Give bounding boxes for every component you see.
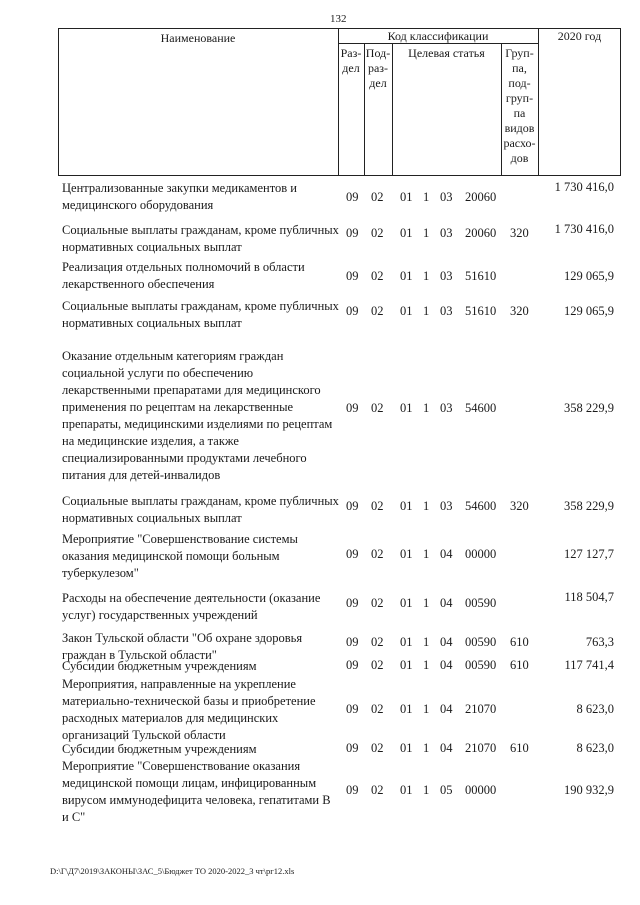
row-target-1: 01 [400, 702, 413, 716]
row-podrazdel: 02 [371, 635, 384, 649]
table-row [0, 222, 640, 258]
row-target-4: 51610 [465, 269, 497, 283]
row-target-2: 1 [423, 269, 430, 283]
row-target-2: 1 [423, 401, 430, 415]
row-target-2: 1 [423, 658, 430, 672]
row-target-2: 1 [423, 304, 430, 318]
row-target-4: 00590 [465, 658, 497, 672]
row-target-3: 03 [440, 499, 453, 513]
page-number: 132 [330, 13, 347, 25]
row-razdel: 09 [346, 596, 359, 610]
row-name: Мероприятие "Совершенствование оказания медицинской помощи лицам, инфицированным вирусом иммунодефицита человека, гепатитами В и С" [62, 759, 331, 824]
row-target-4: 54600 [465, 401, 497, 415]
header-podrazdel: Под- раз- дел [365, 46, 391, 90]
row-vid: 610 [510, 635, 529, 649]
row-name: Социальные выплаты гражданам, кроме публичных нормативных социальных выплат [62, 494, 339, 525]
table-row [0, 741, 640, 759]
row-target-3: 04 [440, 635, 453, 649]
row-amount: 129 065,9 [564, 304, 614, 318]
row-amount: 129 065,9 [564, 269, 614, 283]
row-target-1: 01 [400, 401, 413, 415]
row-target-2: 1 [423, 635, 430, 649]
row-vid: 610 [510, 741, 529, 755]
row-amount: 1 730 416,0 [554, 222, 614, 236]
row-target-2: 1 [423, 596, 430, 610]
header-name: Наименование [160, 31, 236, 45]
table-row [0, 298, 640, 334]
row-name: Субсидии бюджетным учреждениям [62, 742, 257, 756]
row-target-4: 21070 [465, 702, 497, 716]
row-name: Закон Тульской области "Об охране здоровья граждан в Тульской области" [62, 631, 303, 662]
row-target-4: 00000 [465, 783, 497, 797]
row-target-4: 20060 [465, 190, 497, 204]
row-target-3: 03 [440, 304, 453, 318]
row-amount: 190 932,9 [564, 783, 614, 797]
row-vid: 610 [510, 658, 529, 672]
header-vid: Груп- па, под- груп- па видов расхо- дов [503, 46, 536, 165]
row-target-3: 03 [440, 269, 453, 283]
row-amount: 358 229,9 [564, 401, 614, 415]
row-target-3: 03 [440, 401, 453, 415]
row-name: Социальные выплаты гражданам, кроме публичных нормативных социальных выплат [62, 223, 339, 254]
header-year: 2020 год [557, 29, 602, 43]
row-target-3: 04 [440, 658, 453, 672]
row-target-1: 01 [400, 547, 413, 561]
row-razdel: 09 [346, 401, 359, 415]
row-target-3: 03 [440, 190, 453, 204]
table-row [0, 658, 640, 676]
row-podrazdel: 02 [371, 547, 384, 561]
row-name: Централизованные закупки медикаментов и медицинского оборудования [62, 181, 297, 212]
row-target-3: 04 [440, 596, 453, 610]
row-podrazdel: 02 [371, 304, 384, 318]
row-name: Оказание отдельным категориям граждан социальной услуги по обеспечению лекарственными препаратами для медицинского применения по рецептам на лекарственные препараты, медицинскими изделиями по рецептам на медицинские изделия, а также специализированными продуктами лечебного питания для детей-инвалидов [62, 349, 333, 482]
row-target-4: 00590 [465, 596, 497, 610]
row-razdel: 09 [346, 635, 359, 649]
row-amount: 8 623,0 [576, 702, 614, 716]
row-target-1: 01 [400, 499, 413, 513]
table-header [58, 28, 621, 176]
row-podrazdel: 02 [371, 658, 384, 672]
row-name: Субсидии бюджетным учреждениям [62, 659, 257, 673]
row-target-3: 05 [440, 783, 453, 797]
row-podrazdel: 02 [371, 401, 384, 415]
row-target-1: 01 [400, 596, 413, 610]
row-target-1: 01 [400, 304, 413, 318]
row-amount: 127 127,7 [564, 547, 614, 561]
table-row [0, 590, 640, 626]
row-target-1: 01 [400, 269, 413, 283]
row-razdel: 09 [346, 499, 359, 513]
table-row [0, 531, 640, 585]
table-row [0, 758, 640, 826]
row-razdel: 09 [346, 702, 359, 716]
row-name: Расходы на обеспечение деятельности (оказание услуг) государственных учреждений [62, 591, 321, 622]
row-target-4: 00000 [465, 547, 497, 561]
row-target-1: 01 [400, 783, 413, 797]
row-razdel: 09 [346, 741, 359, 755]
row-target-2: 1 [423, 190, 430, 204]
row-razdel: 09 [346, 547, 359, 561]
row-name: Мероприятие "Совершенствование системы оказания медицинской помощи больным туберкулезом" [62, 532, 298, 580]
table-row [0, 180, 640, 216]
row-target-4: 54600 [465, 499, 497, 513]
table-row [0, 348, 640, 482]
row-target-2: 1 [423, 499, 430, 513]
row-target-3: 04 [440, 741, 453, 755]
row-target-1: 01 [400, 635, 413, 649]
row-amount: 118 504,7 [564, 590, 614, 604]
row-name: Социальные выплаты гражданам, кроме публичных нормативных социальных выплат [62, 299, 339, 330]
row-name: Реализация отдельных полномочий в области лекарственного обеспечения [62, 260, 305, 291]
row-target-1: 01 [400, 190, 413, 204]
header-target: Целевая статья [408, 46, 485, 60]
row-vid: 320 [510, 304, 529, 318]
row-target-1: 01 [400, 658, 413, 672]
row-target-3: 03 [440, 226, 453, 240]
row-target-4: 21070 [465, 741, 497, 755]
row-podrazdel: 02 [371, 596, 384, 610]
row-target-2: 1 [423, 702, 430, 716]
row-amount: 358 229,9 [564, 499, 614, 513]
row-razdel: 09 [346, 304, 359, 318]
row-target-3: 04 [440, 702, 453, 716]
row-vid: 320 [510, 499, 529, 513]
row-amount: 117 741,4 [564, 658, 614, 672]
row-target-4: 20060 [465, 226, 497, 240]
file-path-footer: D:\Г\Д7\2019\ЗАКОНЫ\ЗАС_5\Бюджет ТО 2020-2022_3 чт\рг12.xls [50, 866, 295, 876]
row-target-2: 1 [423, 547, 430, 561]
row-razdel: 09 [346, 783, 359, 797]
row-podrazdel: 02 [371, 702, 384, 716]
row-podrazdel: 02 [371, 741, 384, 755]
row-target-2: 1 [423, 783, 430, 797]
row-target-2: 1 [423, 741, 430, 755]
row-podrazdel: 02 [371, 499, 384, 513]
row-name: Мероприятия, направленные на укрепление материально-технической базы и приобретение расходных материалов для медицинских организаций Тульской области [62, 677, 316, 742]
header-code-group: Код классификации [387, 29, 489, 43]
table-row [0, 676, 640, 744]
row-target-4: 00590 [465, 635, 497, 649]
row-amount: 763,3 [585, 635, 614, 649]
table-row [0, 259, 640, 295]
row-amount: 8 623,0 [576, 741, 614, 755]
row-target-4: 51610 [465, 304, 497, 318]
row-podrazdel: 02 [371, 783, 384, 797]
row-podrazdel: 02 [371, 226, 384, 240]
row-vid: 320 [510, 226, 529, 240]
row-target-1: 01 [400, 741, 413, 755]
row-amount: 1 730 416,0 [554, 180, 614, 194]
row-target-2: 1 [423, 226, 430, 240]
row-razdel: 09 [346, 226, 359, 240]
row-podrazdel: 02 [371, 190, 384, 204]
row-podrazdel: 02 [371, 269, 384, 283]
header-razdel: Раз- дел [340, 46, 362, 75]
row-target-3: 04 [440, 547, 453, 561]
row-razdel: 09 [346, 190, 359, 204]
table-row [0, 493, 640, 529]
row-target-1: 01 [400, 226, 413, 240]
row-razdel: 09 [346, 658, 359, 672]
row-razdel: 09 [346, 269, 359, 283]
